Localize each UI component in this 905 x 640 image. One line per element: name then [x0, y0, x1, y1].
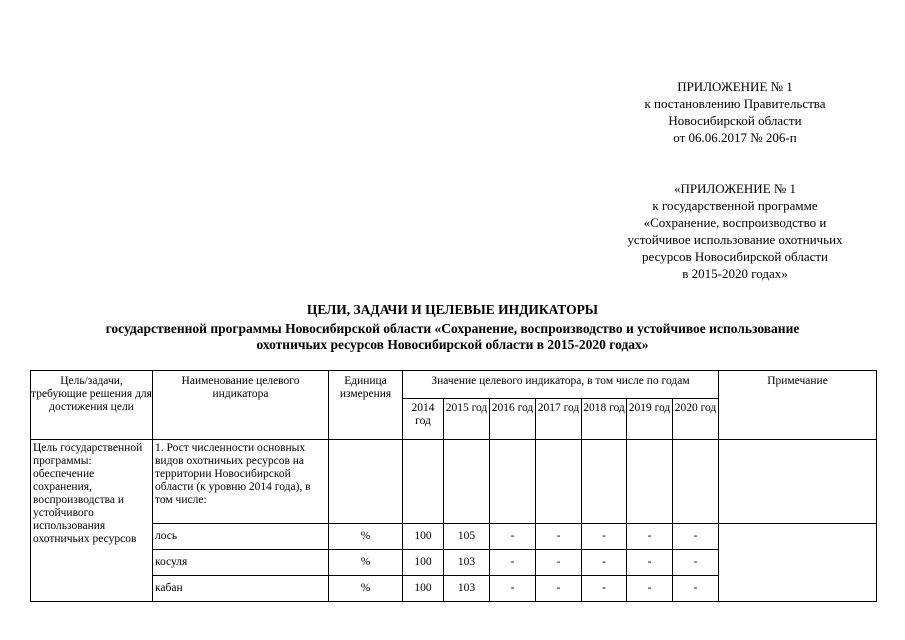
- unit-cell: %: [329, 576, 403, 602]
- header-year: 2017 год: [536, 399, 582, 440]
- program-appendix-line: устойчивое использование охотничьих: [627, 232, 843, 247]
- value-cell: 103: [444, 576, 490, 602]
- program-appendix-line: к государственной программе: [652, 198, 818, 213]
- empty-cell: [673, 440, 719, 524]
- value-cell: 100: [403, 524, 444, 550]
- value-cell: -: [582, 576, 627, 602]
- header-year: 2016 год: [490, 399, 536, 440]
- value-cell: -: [673, 576, 719, 602]
- value-cell: 105: [444, 524, 490, 550]
- header-year: 2020 год: [673, 399, 719, 440]
- value-cell: -: [627, 550, 673, 576]
- value-cell: 100: [403, 576, 444, 602]
- value-cell: -: [490, 576, 536, 602]
- program-appendix-block: [590, 180, 880, 282]
- empty-cell: [329, 440, 403, 524]
- header-indicator: Наименование целевого индикатора: [153, 371, 329, 440]
- header-values: Значение целевого индикатора, в том числе по годам: [403, 371, 719, 399]
- header-year: 2015 год: [444, 399, 490, 440]
- header-goal: Цель/задачи, требующие решения для достижения цели: [31, 371, 153, 440]
- value-cell: 100: [403, 550, 444, 576]
- unit-cell: %: [329, 524, 403, 550]
- empty-cell: [536, 440, 582, 524]
- empty-cell: [490, 440, 536, 524]
- unit-cell: %: [329, 550, 403, 576]
- header-unit: Единица измерения: [329, 371, 403, 440]
- header-year: 2019 год: [627, 399, 673, 440]
- program-appendix-line: «Сохранение, воспроизводство и: [643, 215, 827, 230]
- program-appendix-line: «ПРИЛОЖЕНИЕ № 1: [673, 181, 797, 196]
- appendix-line: к постановлению Правительства: [644, 96, 826, 111]
- empty-cell: [582, 440, 627, 524]
- value-cell: -: [490, 550, 536, 576]
- header-year: 2014 год: [403, 399, 444, 440]
- value-cell: -: [582, 550, 627, 576]
- indicators-table: [30, 370, 877, 602]
- note-cell: [719, 524, 877, 602]
- species-name: кабан: [153, 576, 329, 602]
- empty-cell: [403, 440, 444, 524]
- program-appendix-line: ресурсов Новосибирской области: [642, 249, 828, 264]
- value-cell: -: [582, 524, 627, 550]
- value-cell: -: [536, 576, 582, 602]
- value-cell: -: [536, 550, 582, 576]
- appendix-line: ПРИЛОЖЕНИЕ № 1: [677, 79, 793, 94]
- value-cell: -: [673, 524, 719, 550]
- document-title: ЦЕЛИ, ЗАДАЧИ И ЦЕЛЕВЫЕ ИНДИКАТОРЫ: [306, 302, 599, 317]
- empty-cell: [444, 440, 490, 524]
- appendix-block: [590, 78, 880, 146]
- value-cell: -: [627, 524, 673, 550]
- empty-cell: [627, 440, 673, 524]
- document-subtitle-line2: охотничьих ресурсов Новосибирской области в 2015-2020 годах»: [256, 337, 649, 352]
- header-note: Примечание: [719, 371, 877, 440]
- value-cell: -: [536, 524, 582, 550]
- species-name: косуля: [153, 550, 329, 576]
- program-appendix-line: в 2015-2020 годах»: [682, 266, 788, 281]
- goal-cell: Цель государственной программы: обеспечение сохранения, воспроизводства и устойчивого использования охотничьих ресурсов: [31, 440, 153, 602]
- value-cell: -: [673, 550, 719, 576]
- appendix-line: Новосибирской области: [668, 113, 802, 128]
- note-cell: [719, 440, 877, 524]
- indicator-cell: 1. Рост численности основных видов охотничьих ресурсов на территории Новосибирской области (к уровню 2014 года), в том числе:: [153, 440, 329, 524]
- value-cell: -: [490, 524, 536, 550]
- appendix-line: от 06.06.2017 № 206-п: [673, 130, 797, 145]
- value-cell: -: [627, 576, 673, 602]
- document-subtitle-line1: государственной программы Новосибирской области «Сохранение, воспроизводство и устойчивое использование: [105, 321, 800, 336]
- header-year: 2018 год: [582, 399, 627, 440]
- species-name: лось: [153, 524, 329, 550]
- value-cell: 103: [444, 550, 490, 576]
- table-row: [31, 524, 877, 550]
